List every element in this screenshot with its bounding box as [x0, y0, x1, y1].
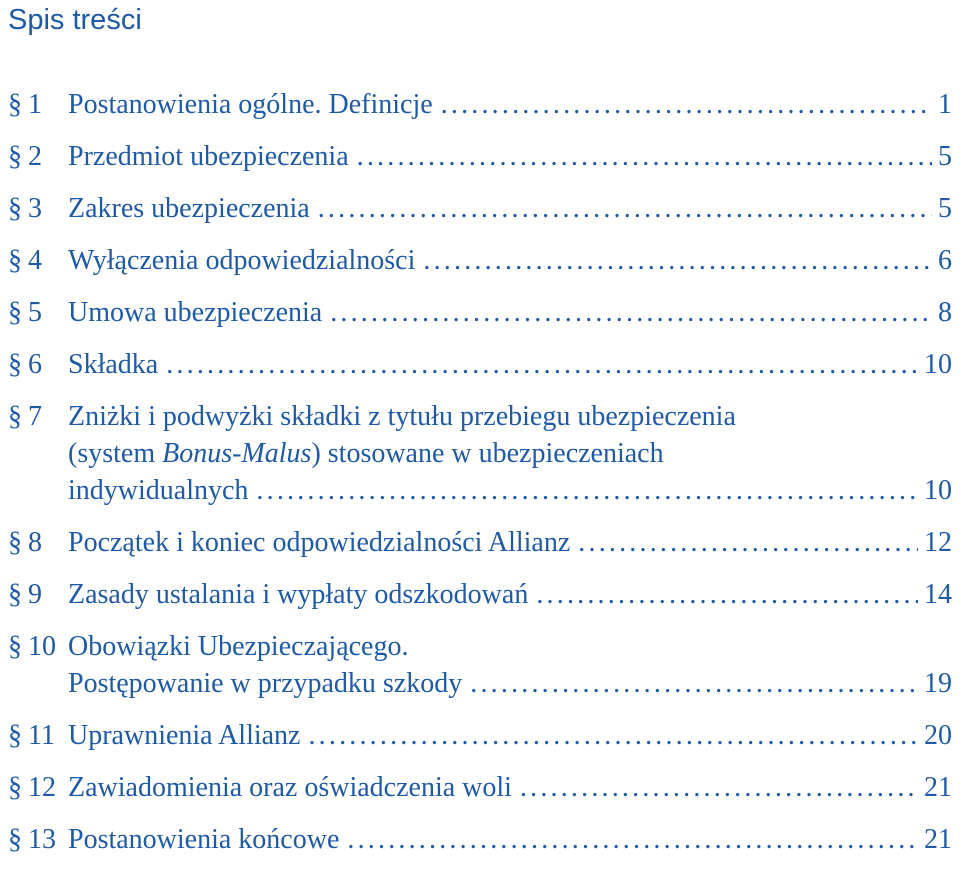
page-number: 8	[938, 297, 952, 328]
page-number: 1	[938, 89, 952, 120]
entry-title: Umowa ubezpieczenia	[68, 297, 323, 328]
section-number: 10	[28, 631, 56, 662]
dot-leader	[308, 717, 918, 754]
dot-leader	[318, 190, 932, 227]
toc-entry-9[interactable]	[0, 576, 960, 613]
entry-title-emphasis: Bonus-Malus	[162, 438, 312, 469]
section-symbol: §	[8, 824, 22, 855]
entry-title: Wyłączenia odpowiedzialności	[68, 245, 416, 276]
section-symbol: §	[8, 349, 22, 380]
page-number: 5	[938, 193, 952, 224]
page-number: 20	[924, 720, 952, 751]
entry-title: Uprawnienia Allianz	[68, 720, 301, 751]
entry-title: indywidualnych	[68, 475, 249, 506]
toc-entry-8[interactable]	[0, 524, 960, 561]
section-symbol: §	[8, 193, 22, 224]
section-symbol: §	[8, 297, 22, 328]
page-number: 19	[924, 668, 952, 699]
toc-entry-3[interactable]	[0, 190, 960, 227]
section-number: 9	[28, 579, 42, 610]
page-number: 21	[924, 772, 952, 803]
section-symbol: §	[8, 89, 22, 120]
dot-leader	[256, 472, 918, 509]
entry-title-line-1: Zniżki i podwyżki składki z tytułu przebiegu ubezpieczenia	[68, 401, 736, 432]
section-number: 5	[28, 297, 42, 328]
section-symbol: §	[8, 527, 22, 558]
page-number: 10	[924, 475, 952, 506]
entry-title: Postanowienia ogólne. Definicje	[68, 89, 433, 120]
entry-title-line-2-start: (system	[68, 438, 163, 469]
dot-leader	[578, 524, 918, 561]
entry-title: Przedmiot ubezpieczenia	[68, 141, 349, 172]
toc-entry-2[interactable]	[0, 138, 960, 175]
toc-entry-1[interactable]	[0, 86, 960, 123]
section-number: 8	[28, 527, 42, 558]
section-number: 4	[28, 245, 42, 276]
entry-title-line-1: Obowiązki Ubezpieczającego.	[68, 631, 409, 662]
section-number: 12	[28, 772, 56, 803]
toc-entry-13[interactable]	[0, 821, 960, 858]
section-symbol: §	[8, 245, 22, 276]
section-number: 1	[28, 89, 42, 120]
entry-title: Zawiadomienia oraz oświadczenia woli	[68, 772, 512, 803]
section-symbol: §	[8, 579, 22, 610]
dot-leader	[347, 821, 918, 858]
entry-title-line-2-end: ) stosowane w ubezpieczeniach	[311, 438, 664, 469]
toc-entry-7[interactable]	[0, 398, 960, 509]
page-number: 21	[924, 824, 952, 855]
dot-leader	[357, 138, 932, 175]
entry-title: Zakres ubezpieczenia	[68, 193, 310, 224]
dot-leader	[520, 769, 918, 806]
entry-title: Zasady ustalania i wypłaty odszkodowań	[68, 579, 529, 610]
table-of-contents	[0, 86, 960, 873]
dot-leader	[536, 576, 918, 613]
dot-leader	[441, 86, 932, 123]
page-number: 6	[938, 245, 952, 276]
toc-entry-11[interactable]	[0, 717, 960, 754]
toc-entry-6[interactable]	[0, 346, 960, 383]
section-symbol: §	[8, 720, 22, 751]
section-symbol: §	[8, 401, 22, 432]
entry-title-line-2	[68, 435, 952, 472]
section-number: 6	[28, 349, 42, 380]
section-symbol: §	[8, 141, 22, 172]
toc-entry-5[interactable]	[0, 294, 960, 331]
toc-entry-4[interactable]	[0, 242, 960, 279]
section-number: 3	[28, 193, 42, 224]
section-symbol: §	[8, 631, 22, 662]
dot-leader	[470, 665, 918, 702]
toc-entry-10[interactable]	[0, 628, 960, 702]
page-number: 10	[924, 349, 952, 380]
section-number: 11	[28, 720, 55, 751]
section-number: 13	[28, 824, 56, 855]
entry-title: Składka	[68, 349, 159, 380]
section-number: 7	[28, 401, 42, 432]
entry-title: Postanowienia końcowe	[68, 824, 340, 855]
page-title: Spis treści	[8, 4, 142, 36]
toc-entry-12[interactable]	[0, 769, 960, 806]
page-number: 14	[924, 579, 952, 610]
section-symbol: §	[8, 772, 22, 803]
dot-leader	[423, 242, 932, 279]
section-number: 2	[28, 141, 42, 172]
page-number: 5	[938, 141, 952, 172]
dot-leader	[166, 346, 918, 383]
entry-title: Postępowanie w przypadku szkody	[68, 668, 463, 699]
entry-title: Początek i koniec odpowiedzialności Allianz	[68, 527, 571, 558]
dot-leader	[330, 294, 932, 331]
page-number: 12	[924, 527, 952, 558]
